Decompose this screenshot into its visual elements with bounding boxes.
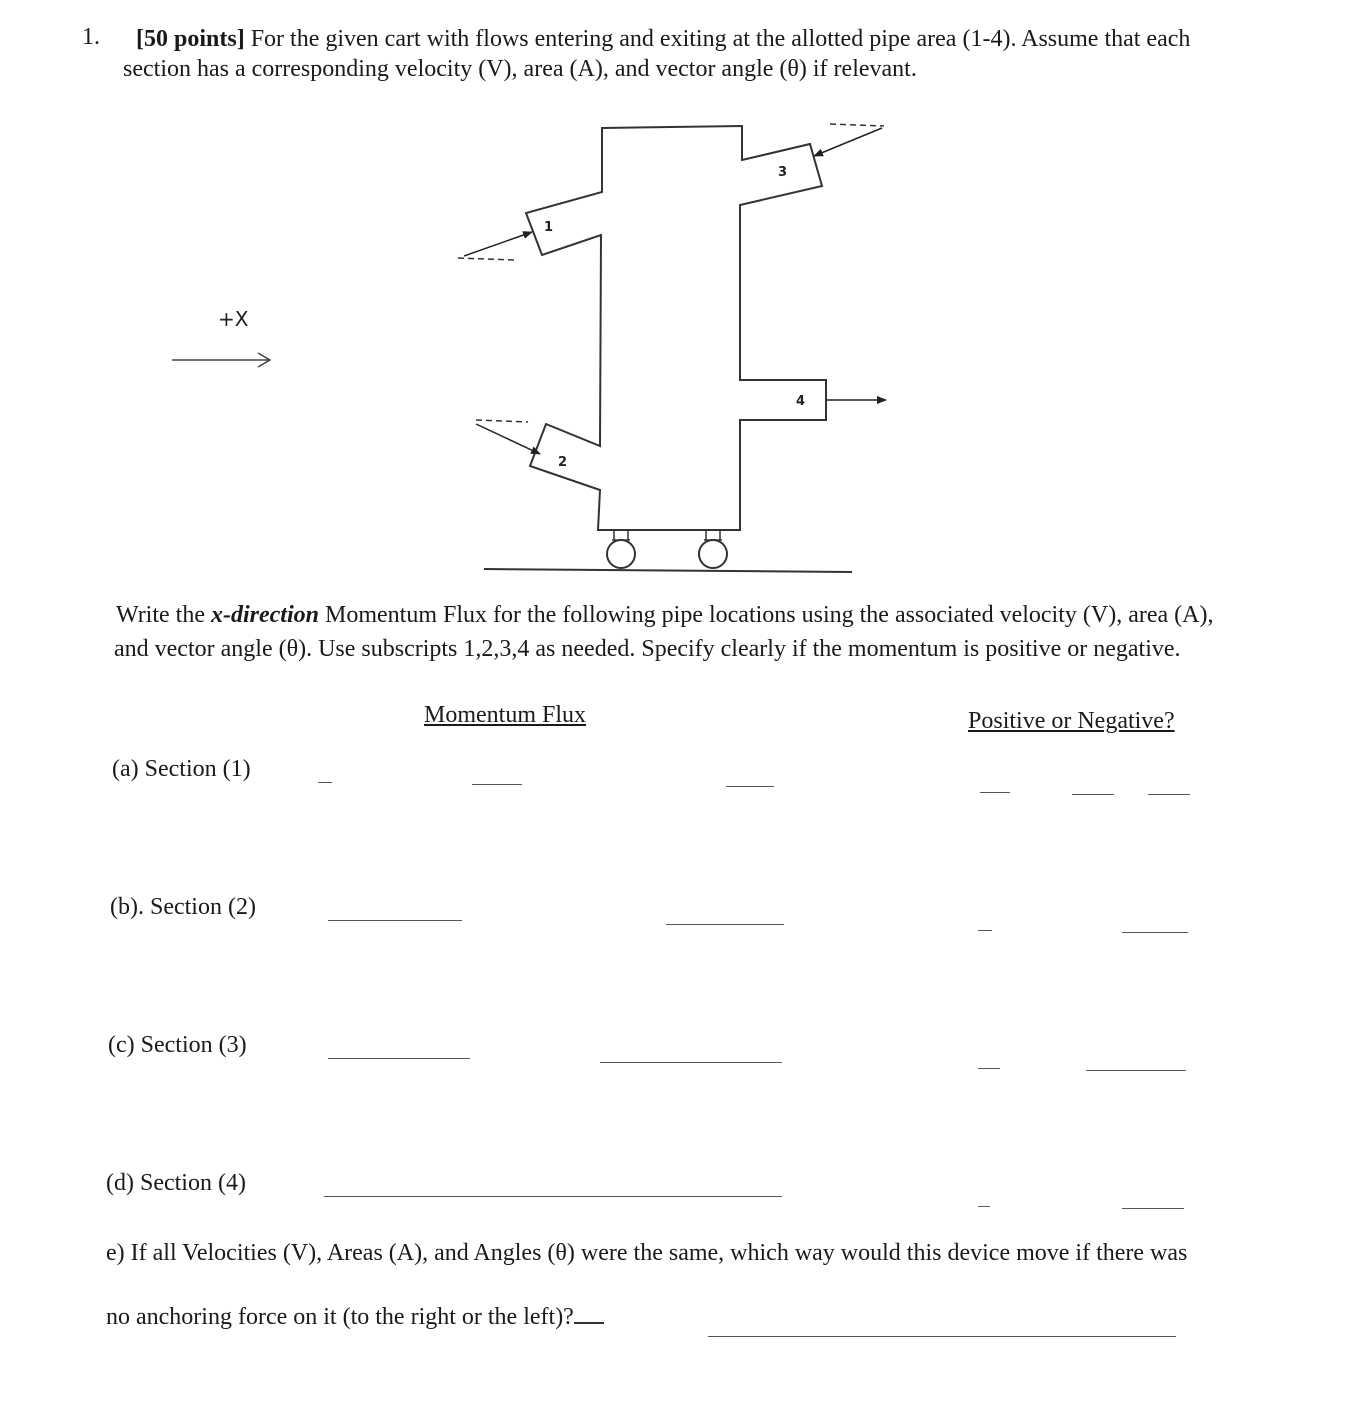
section-4-label: 4: [796, 394, 806, 409]
section-b-flux-blank[interactable]: [328, 920, 462, 921]
section-a-sign-blank[interactable]: [1072, 794, 1114, 795]
section-b-label: (b). Section (2): [110, 894, 256, 920]
section-3-flow-arrow: [814, 128, 882, 156]
section-1-label: 1: [544, 220, 554, 235]
cart-body-outline: [526, 126, 826, 530]
axis-label-plus-x: +X: [218, 307, 249, 331]
question-number: 1.: [82, 24, 100, 50]
question-points: [50 points]: [136, 26, 245, 52]
section-2-flow-arrow: [476, 424, 540, 454]
question-e-answer-blank[interactable]: [708, 1336, 1176, 1337]
section-a-sign-blank[interactable]: [1148, 794, 1190, 795]
section-d-label: (d) Section (4): [106, 1170, 246, 1196]
section-b-sign-blank[interactable]: [1122, 932, 1188, 933]
cart-wheel-right: [699, 530, 727, 568]
section-3-reference-dashed: [830, 124, 884, 126]
section-a-flux-blank[interactable]: [472, 784, 522, 785]
instructions-line-1: [116, 600, 1213, 630]
x-direction-emphasis: x-direction: [211, 602, 319, 628]
question-text-line-1-body: For the given cart with flows entering and exiting at the allotted pipe area (1-4). Assume that each: [244, 26, 1191, 52]
section-c-flux-blank[interactable]: [600, 1062, 782, 1063]
section-3-label: 3: [778, 165, 788, 180]
section-c-sign-blank[interactable]: [978, 1068, 1000, 1069]
section-c-flux-blank[interactable]: [328, 1058, 470, 1059]
section-2-reference-dashed: [476, 420, 528, 422]
cart-diagram: [0, 0, 1372, 590]
question-e-answer-blank-short[interactable]: [574, 1300, 604, 1324]
section-1-flow-arrow: [464, 232, 532, 256]
section-a-label: (a) Section (1): [112, 756, 251, 782]
section-a-flux-blank[interactable]: [318, 782, 332, 783]
section-c-label: (c) Section (3): [108, 1032, 247, 1058]
ground-line: [484, 569, 852, 572]
section-1-reference-dashed: [458, 258, 514, 260]
section-2-label: 2: [558, 455, 568, 470]
question-e-line-2-text: no anchoring force on it (to the right or the left)?: [106, 1304, 574, 1330]
instructions-line-1-post: Momentum Flux for the following pipe locations using the associated velocity (V), area (A),: [319, 602, 1214, 628]
section-a-sign-blank[interactable]: [980, 792, 1010, 793]
question-e-line-1: e) If all Velocities (V), Areas (A), and Angles (θ) were the same, which way would this device move if there was: [106, 1240, 1188, 1266]
header-positive-or-negative: Positive or Negative?: [968, 708, 1175, 734]
cart-wheel-left: [607, 530, 635, 568]
section-d-sign-blank[interactable]: [1122, 1208, 1184, 1209]
header-momentum-flux: Momentum Flux: [424, 702, 587, 728]
question-e-line-2: [106, 1300, 604, 1332]
section-a-flux-blank[interactable]: [726, 786, 774, 787]
question-text-line-2: section has a corresponding velocity (V), area (A), and vector angle (θ) if relevant.: [123, 56, 917, 82]
instructions-line-1-pre: Write the: [116, 602, 211, 628]
section-c-sign-blank[interactable]: [1086, 1070, 1186, 1071]
section-d-flux-blank[interactable]: [324, 1196, 782, 1197]
section-b-sign-blank[interactable]: [978, 930, 992, 931]
section-b-flux-blank[interactable]: [666, 924, 784, 925]
instructions-line-2: and vector angle (θ). Use subscripts 1,2,3,4 as needed. Specify clearly if the momentum is positive or negative.: [114, 636, 1181, 662]
section-d-sign-blank[interactable]: [978, 1206, 990, 1207]
